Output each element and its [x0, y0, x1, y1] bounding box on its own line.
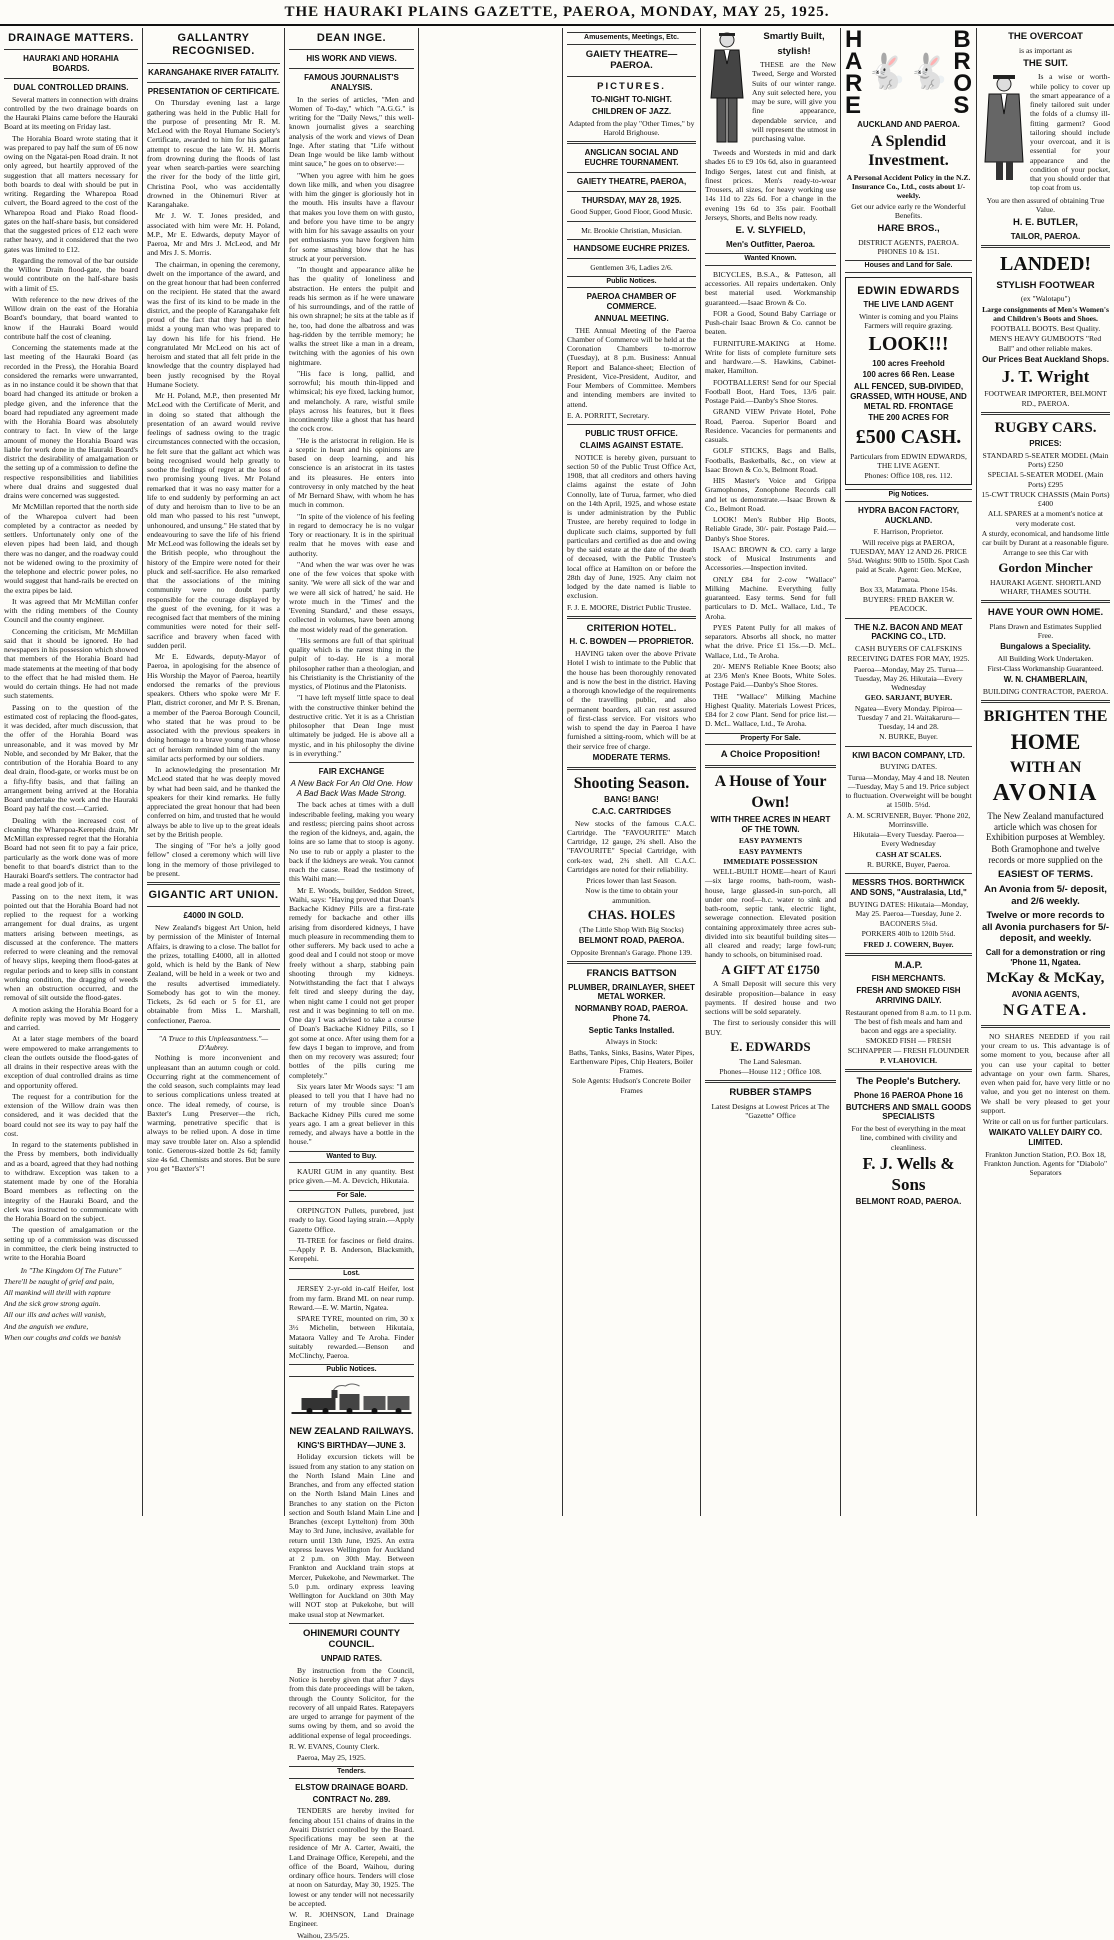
paragraph: The back aches at times with a dull indescribable feeling, making you weary and restless; piercing pains shoot across the region of the kidneys, and, again, the loins are so lame that to stoop is agony. No use to rub or apply a plaster to the back if the kidneys are weak. You cannot reach the cause. Read the testimony of this Waihi man:—: [289, 800, 414, 884]
buyer-detail: CASH AT SCALES.: [875, 849, 942, 859]
ad-body: Get our advice early re the Wonderful Benefits.: [851, 201, 966, 220]
logo-letter: A: [845, 48, 863, 75]
shop-name: F. J. Wells & Sons: [862, 1153, 955, 1194]
hotel-name: CRITERION HOTEL.: [586, 622, 677, 634]
shop-detail: FRESH AND SMOKED FISH ARRIVING DAILY.: [856, 986, 961, 1005]
buyer-detail: R. BURKE, Buyer, Paeroa.: [866, 859, 950, 869]
classified-ad: ORPINGTON Pullets, purebred, just ready to lay. Good laying strain.—Apply Gazette Office.: [289, 1206, 414, 1234]
paragraph: Mr E. Woods, builder, Seddon Street, Waihi, says: "Having proved that Doan's Backache Kidney Pills are a first-rate remedy for backache and other ills arising from disordered kidneys, I have much pleasure in recommending them to other sufferers. My back used to ache a good deal and I could not stoop or move freely without a sharp, stabbing pain shooting through my kidneys. Notwithstanding the fact that I always felt tired and sleepy during the day, when night came I could not get proper rest and it was beginning to tell on me. One day I was advised to take a course of Doan's Backache Kidney Pills, so I got some at once. After using them for a few days I began to improve, and from then on my recovery was assured; four bottles of the pills curing me completely.": [289, 885, 414, 1080]
buyer-detail: PORKERS 40lb to 120lb 5¼d.: [861, 929, 956, 939]
shop-name: J. T. Wright: [1001, 366, 1090, 386]
ad-line: Now is the time to obtain your ammunition.: [585, 886, 678, 905]
shop-phone: Phone 16 PAEROA Phone 16: [854, 1090, 963, 1100]
shop-detail: BUTCHERS AND SMALL GOODS SPECIALISTS: [845, 1102, 972, 1122]
ad-line: PRICES:: [1029, 439, 1062, 449]
section-tag: Pig Notices.: [845, 489, 972, 502]
shop-detail: Septic Tanks Installed.: [588, 1025, 675, 1035]
paragraph: "I have left myself little space to deal with the constructive thinker behind the destructive critic. Yet it is as a Christian philosopher that Dean Inge must ultimately be judged. He is above all a mystic, and in his philosophy the divine is in everything.": [289, 693, 414, 758]
ad-line: You are then assured of obtaining True Value.: [986, 195, 1105, 214]
section-tag: Public Notices.: [289, 1364, 414, 1377]
article-title: GIGANTIC ART UNION.: [148, 889, 279, 902]
notice-body: NOTICE is hereby given, pursuant to section 50 of the Public Trust Office Act, 1908, that all creditors and others having claims against the estate of John Connolly, late of Turua, farmer, who died on the 14th April, 1925, and whose estate is under administration by the Public Trustee, are hereby required to lodge in duplicate such claims, supported by full particulars and certified as due and owing by the said estate at the date of the death of deceased, with the Public Trustee's local office at Hamilton on or before the 28th day of June, 1925. Any claim not lodged by the date named is liable to exclusion.: [567, 452, 696, 601]
paragraph: "His sermons are full of that spiritual quality which is the rarest thing in the pulpit of to-day. He is a moral philosopher rather than a theologian, and his Christianity is the Christianity of the mystics, of Plotinus and the Platonists.: [289, 635, 414, 692]
man-in-suit-illustration: [705, 28, 749, 148]
tonight: TO-NIGHT TO-NIGHT.: [591, 95, 672, 105]
shop-name: CHAS. HOLES: [587, 906, 676, 922]
shop-detail: Always in Stock:: [605, 1037, 658, 1047]
ad-line: 100 acres 66 Ren. Lease: [862, 370, 955, 380]
buyer-name: THE N.Z. BACON AND MEAT PACKING CO., LTD.: [854, 622, 963, 642]
shop-name: H. E. BUTLER,: [1013, 217, 1078, 229]
logo-letter: S: [953, 92, 970, 119]
agent-detail: HAURAKI AGENT. SHORTLAND WHARF, THAMES SOUTH.: [990, 577, 1101, 596]
paragraph: Nothing is more inconvenient and unpleasant than an autumn cough or cold. Occurring right at the commencement of the cold season, such complaints may lead to serious complications unless treated at once. The ideal remedy, of course, is Baxter's Lung Preserver—the rich, warming, penetrative specific that is always to be relied upon. A dose in time may save trouble later on. Also a splendid tonic. Generous-sized bottle 2s 6d; family size 4s 6d. Chemists and stores. But be sure you get "Baxter's"!: [147, 1053, 280, 1174]
poem-line: All our ills and aches will vanish,: [4, 1310, 106, 1320]
shop-detail: Opposite Brennan's Garage. Phone 139.: [570, 947, 693, 957]
buyer-detail: FRED J. COWERN, Buyer.: [863, 939, 954, 949]
paragraph: In the series of articles, "Men and Women of To-day," which "A.G.G." is writing for the "Daily News," this well-known journalist gives a searching analysis of the work and views of Dean Inge. After stating that "Life without Dean Inge would be like lamb without mint sauce," he goes on to observe:—: [289, 94, 414, 169]
ad-phones: Phones: Office 108, res. 112.: [864, 471, 953, 481]
buyer-detail: F. Harrison, Proprietor.: [873, 527, 944, 537]
ad-body: Is a wise or worth-while policy to cover up the smart appearance of a finely tailored suit under the folds of a clumsy ill-fitting garment? Good tailoring should include your overcoat, and it is essential for your appearance and the condition of your pocket, that you should order that top coat from us.: [1030, 72, 1110, 193]
ad-line: IMMEDIATE POSSESSION: [723, 856, 818, 866]
ad-body: The New Zealand manufactured article which was chosen for Exhibition purposes at Wembley.: [985, 810, 1105, 843]
event-prizes: HANDSOME EUCHRE PRIZES.: [573, 243, 690, 253]
shop-name: W. N. CHAMBERLAIN,: [1003, 675, 1088, 685]
paragraph: New Zealand's biggest Art Union, held by permission of the Minister of Internal Affairs, is drawing to a close. The ballot for the prizes, totalling £4000, all in allotted gold, which is held by the Bank of New Zealand, will be held in a week or two and the results advertised immediately. Somebody has got to win the money. Tickets, 2s 6d each or 5 for £1, are obtainable from Miss L. Marshall, confectioner, Paeroa.: [147, 923, 280, 1025]
event-date: THURSDAY, MAY 28, 1925.: [581, 195, 682, 205]
paragraph: "And when the war was over he was one of the few voices that spoke with sanity. 'We were all sick of the war and we were all sick of hatred,' he said. He wrote much in the 'Times' and the 'Evening Standard,' and these essays, collected in volumes, have been among the most widely read of the generation.: [289, 559, 414, 634]
logo-letter: B: [953, 26, 971, 53]
section-tag: Property For Sale.: [705, 733, 836, 746]
buyer-detail: GEO. SARJANT, BUYER.: [864, 693, 953, 703]
ad-line: BANG! BANG!: [604, 795, 659, 805]
agent-name: EDWIN EDWARDS: [857, 284, 960, 297]
notice-title: NEW ZEALAND RAILWAYS.: [289, 1426, 414, 1438]
shop-detail: FOOTWEAR IMPORTER, BELMONT RD., PAEROA.: [984, 389, 1107, 408]
ad-subhead: A New Back For An Old One. How A Bad Back Was Made Strong.: [290, 778, 413, 798]
shop-address: BELMONT ROAD, PAEROA.: [578, 936, 685, 945]
company-detail: Frankton Junction Station, P.O. Box 18, Frankton Junction. Agents for "Diabolo" Separators: [983, 1149, 1108, 1178]
hare-bros-logo: [845, 28, 972, 118]
classified-ad: FURNITURE-MAKING at Home. Write for lists of complete furniture sets and hardware.—S. Hawkins, Cabinet-maker, Hamilton.: [705, 338, 836, 376]
ad-body: THESE are the New Tweed, Serge and Worsted Suits of our winter range. Any suit selected here, you may be sure, will give you fine appearance, dependable service, and will represent the utmost in purchasing value.: [752, 60, 836, 144]
event-title: ANGLICAN SOCIAL AND EUCHRE TOURNAMENT.: [584, 148, 679, 168]
film-title: CHILDREN OF JAZZ.: [591, 107, 672, 117]
notice-subhead: CLAIMS AGAINST ESTATE.: [579, 440, 684, 450]
agent-title: THE LIVE LAND AGENT: [863, 300, 954, 310]
buyer-name: MESSRS THOS. BORTHWICK AND SONS, "Australasia, Ltd,": [850, 878, 967, 897]
poem-line: And the anguish we endure,: [4, 1321, 89, 1331]
ad-body: Tweeds and Worsteds in mid and dark shades £6 to £9 10s 6d, also in guaranteed Indigo Serges, latest cut and finish, at finest prices. Men's ready-to-wear Trousers, all sizes, for heavy working use 14s 11d to 22s 6d. For a change in the evening 19s 6d to 35s pair. Football Jerseys, Shorts, and Belts now ready.: [705, 148, 836, 222]
notice-subhead: CONTRACT No. 289.: [312, 1794, 391, 1804]
shop-detail: Sole Agents: Hudson's Concrete Boiler Frames: [572, 1076, 691, 1095]
film-subtitle: Adapted from the play "Other Times," by Harold Brighouse.: [568, 118, 695, 138]
paragraph: Mr J. W. T. Jones presided, and associated with him were Mr. H. Poland, M.P., Mr E. Edwards, deputy Mayor of Paeroa, Mr and Mrs J. McLeod, and Mr and Mrs J. S. Morris.: [147, 211, 280, 258]
ad-headline: RUGBY CARS.: [994, 419, 1097, 436]
price-line: SPECIAL 5-SEATER MODEL (Main Ports) £295: [987, 470, 1104, 489]
paragraph: "In spite of the violence of his feeling in regard to democracy he is no vulgar Tory or reactionary. It is in the spiritual realm that he moves with ease and authority.: [289, 511, 414, 558]
poem-title: In "The Kingdom Of The Future": [20, 1266, 122, 1276]
paragraph: "His face is long, pallid, and sorrowful; his mouth thin-lipped and whimsical; his eye fixed, lacking humor, and melancholy. A rare, wistful smile plays across his features, but it flees incontinently like a ghost that has heard the cock crow.: [289, 368, 414, 434]
notice-body: Holiday excursion tickets will be issued from any station to any station on the North Island Main Line and Branches, and from any effected station on the North Island Main Lines and Branches to any station on the Picton section and South Island Main Line and Branches (except Lyttelton) from 30th May to 3rd June, inclusive, available for return until 13th June, 1925. An extra express leaves Wellington for Auckland at 2 p.m. on 30th May. Between Frankton and Auckland train stops at Mercer, Pukekohe, and Newmarket. The 5.0 p.m. ordinary express leaving Wellington for Auckland on 30th May will NOT stop at Pukekohe, but will make usual stop at Newmarket.: [289, 1452, 414, 1619]
section-tag: Houses and Land for Sale.: [845, 260, 972, 273]
hotel-terms: MODERATE TERMS.: [592, 752, 671, 762]
ad-body: Arrange to see this Car with: [1002, 548, 1089, 558]
ad-body: [147, 1053, 280, 1173]
classified-ad: JERSEY 2-yr-old in-calf Heifer, lost from my farm. Brand ML on near rump. Reward.—E. W. Martin, Ngatea.: [289, 1284, 414, 1312]
ad-headline: STYLISH FOOTWEAR: [996, 279, 1095, 291]
ad-line: Plans Drawn and Estimates Supplied Free.: [989, 621, 1102, 640]
paragraph: Mr McMillan reported that the north side of the Wharepoa culvert had been completed by a contractor as needed by settlers. Unfortunately only one of the eleven pipes had been laid, and though there was no danger, and the roadway could not be widened owing to the proximity of the telephone and electric power poles, no would suggest that hand-rails be erected on the extra pipes be laid.: [4, 502, 138, 595]
shop-detail: FISH MERCHANTS.: [871, 974, 946, 984]
column-amusements: [563, 28, 700, 1516]
wanted-ads: [705, 270, 836, 729]
ad-body: ALL SPARES at a moment's notice at very moderate cost.: [987, 509, 1104, 528]
ad-body: New stocks of the famous C.A.C. Cartridge. The "FAVOURITE" Match Cartridge, 12 gauge, 2¾ shell. Also the "FAVOURITE" Special Cartridge, with cork-tex wad, 2¾ shell. All C.A.C. Cartridges are noted for their reliability.: [567, 818, 696, 874]
agent-name: E. EDWARDS: [730, 1038, 811, 1054]
hotel-body: HAVING taken over the above Private Hotel I wish to intimate to the Public that the house has been thoroughly renovated and is now the best in the district. Having a thorough knowledge of the requirements of the travelling public, and also permanent boarders, all can rest assured of first-class service. For visitors who wish to spend the day in Paeroa I have furnished a sitting-room, which will be at their service free of charge.: [567, 649, 696, 751]
column-gallantry: [143, 28, 284, 1516]
article-title: GALLANTRY RECOGNISED.: [172, 32, 255, 58]
article-subtitle: HAURAKI AND HORAHIA BOARDS.: [23, 54, 119, 74]
article-body: [4, 95, 138, 1263]
shop-address: NORMANBY ROAD, PAEROA. Phone 74.: [574, 1004, 689, 1023]
paragraph: The singing of "For he's a jolly good fellow" closed a ceremony which will live long in the memory of those privileged to be present.: [147, 841, 280, 878]
paragraph: With reference to the new drives of the Willow drain on the east of the Horahia Board's boundary, that board wanted to know if the Hauraki Board would contribute half the cost of cleaning.: [4, 294, 138, 341]
classified-ad: LOOK! Men's Rubber Hip Boots, Reliable Grade, 30/- pair. Postage Paid.—Danby's Shoe Stores.: [705, 515, 836, 543]
ad-headline: LOOK!!!: [868, 333, 949, 356]
paragraph: "In thought and appearance alike he has the quality of loneliness and abstraction. He enters the pulpit and reads his sermon as if he were unaware of his surroundings, and of the rattle of his own shrapnel; he sits at the table as if he, too, had done the albatross and was hag-ridden by the terrible memory; he walks the street like a man in a dream, twitching with the agonies of his own nightmare.: [289, 265, 414, 367]
ad-line: THE 200 ACRES FOR: [868, 413, 949, 423]
buyer-detail: BUYING DATES: Hikutaia—Monday, May 25. Paeroa—Tuesday, June 2.: [848, 899, 969, 918]
shop-detail: SMOKED FISH — FRESH SCHNAPPER — FRESH FLOUNDER: [847, 1036, 970, 1055]
section-tag: Wanted Known.: [705, 253, 836, 266]
paragraph: The request for a contribution for the extension of the Willow drain was then considered, and it was decided that the board could not see its way to pay half the cost.: [4, 1091, 138, 1138]
paragraph: Passing on to the next item, it was pointed out that the Horahia Board had not replied to the request for a working arrangement for dual drains, as urgent matters arising between meetings, as discussed at the conference. The matters referred to were cleaning and the removal of heavy slips, keeping them flood-gates at regular periods and to keep sills in constant working condition, the dragging of weeds when an obstruction occurred, and the removal of silt outside the flood-gates.: [4, 891, 138, 1003]
ad-price: Twelve or more records to all Avonia purchasers for 5/- deposit, and weekly.: [981, 910, 1110, 945]
notice-body: TENDERS are hereby invited for fencing about 151 chains of drains in the Awaiti District controlled by the Board. Specifications may be seen at the residence of Mr A. Carter, Awaiti, the Land Drainage Office, Kerepehi, and the office of the Board, Waihou, during ordinary office hours. Tenders will close at noon on Saturday, May 30, 1925. The lowest or any tender will not necessarily be accepted.: [289, 1806, 414, 1908]
shop-detail: Baths, Tanks, Sinks, Basins, Water Pipes, Earthenware Pipes, Chip Heaters, Boiler Frames.: [568, 1047, 695, 1076]
ad-line: WITH THREE ACRES IN HEART OF THE TOWN.: [710, 814, 831, 834]
ad-body: [289, 800, 414, 1146]
paragraph: In acknowledging the presentation Mr McLeod stated that he was deeply moved by what had been said, and he thanked the speakers for their kind remarks. He fully appreciated the great honour that had been conferred on him, and trusted that he would always be able to live up to the great ideals set by the British people.: [147, 765, 280, 839]
event-detail: Good Supper, Good Floor, Good Music.: [570, 207, 693, 217]
ad-line: MEN'S HEAVY GUMBOOTS "Red Ball" and other reliable makes.: [989, 334, 1102, 353]
man-in-overcoat-illustration: [981, 72, 1027, 182]
shop-detail: TAILOR, PAEROA.: [1010, 231, 1081, 241]
article-subhead: PRESENTATION OF CERTIFICATE.: [147, 86, 280, 96]
buyer-detail: Paeroa—Monday, May 25. Turua—Tuesday, May 26. Hikutaia—Every Wednesday: [853, 664, 964, 693]
paragraph: "When you agree with him he goes down like milk, and when you disagree with him the ginger is gloriously hot in the mouth. His insults have a flavour that makes you love them on with gusto, and before you have time to be angry with him for his savage assaults on your pet enthusiasms you have forgiven him for some smashing blow that he has struck at your perversion.: [289, 170, 414, 263]
agent-name: McKay & McKay,: [986, 970, 1105, 987]
notice-title: PUBLIC TRUST OFFICE.: [585, 429, 678, 439]
poem-line: All mankind will thrill with rapture: [4, 1287, 111, 1297]
section-tag: Tenders.: [289, 1766, 414, 1779]
agent-detail: AVONIA AGENTS,: [1011, 989, 1080, 999]
article-body: [289, 95, 414, 759]
paragraph: Concerning the criticism, Mr McMillan said that it should be ignored. He had newspapers in his possession which showed that members of the Horahia Board had made statements at the meeting of that body to the effect that he had misled them. He would do certain things. He had not made such statements.: [4, 626, 138, 701]
classified-ad: GOLF STICKS, Bags and Balls, Footballs, Basketballs, &c., on view at Isaac Brown & Co.'s, Belmont Road.: [705, 446, 836, 474]
agent-town: NGATEA.: [1002, 1002, 1089, 1020]
hare-letters: [845, 26, 863, 119]
ad-line: Latest Designs at Lowest Prices at The "Gazette" Office: [711, 1101, 830, 1121]
paragraph: Concerning the statements made at the last meeting of the Hauraki Board (as recorded in the Press), the Horahia Board considered the remarks were unwarranted, as in no instance could it be shown that that board had changed its attitude or broken a pledge given, and the inference that the board had repudiated any agreement made with the Horahia Board was absolutely contrary to fact. In view of the large amount of money the Horahia Board was liable for work done in the Hauraki Board's district the desirability of amalgamation or the setting up of a commission to define the respective responsibilities and liabilities where dual drains and suggested dual drains were concerned was suggested.: [4, 343, 138, 501]
ad-headline: A Splendid Investment.: [868, 132, 949, 170]
article-body: [147, 923, 280, 1025]
ad-line: Prices lower than last Season.: [586, 876, 677, 886]
ad-line: First-Class Workmanship Guaranteed.: [987, 664, 1104, 674]
price-line: 15-CWT TRUCK CHASSIS (Main Ports) £400: [981, 489, 1110, 509]
ad-line: EASY PAYMENTS: [738, 836, 803, 846]
ad-price: A GIFT AT £1750: [721, 961, 820, 977]
ad-line: 100 acres Freehold: [872, 358, 945, 368]
ad-headline: HOME: [1010, 728, 1081, 754]
paragraph: A motion asking the Horahia Board for a definite reply was moved by Mr Hoggery and carried.: [4, 1004, 138, 1033]
ad-body: The first to seriously consider this will BUY.: [705, 1018, 836, 1037]
shop-name: FRANCIS BATTSON: [586, 968, 677, 979]
ad-line: ALL FENCED, SUB-DIVIDED, GRASSED, WITH HOUSE, AND METAL RD. FRONTAGE: [850, 382, 967, 411]
paragraph: It was agreed that Mr McMillan confer with the riding members of the County Council and the county engineer.: [4, 596, 138, 625]
logo-letter: H: [845, 26, 863, 53]
paragraph: Several matters in connection with drains controlled by the two drainage boards on the Hauraki Plains came before the Hauraki Board at its meeting on Friday last.: [4, 94, 138, 132]
buyer-name: KIWI BACON COMPANY, LTD.: [852, 750, 965, 760]
ad-headline: THE SUIT.: [1023, 57, 1068, 69]
article-subtitle: HIS WORK AND VIEWS.: [306, 54, 397, 64]
ad-headline: A Choice Proposition!: [720, 749, 821, 761]
ad-headline: LANDED!: [999, 253, 1092, 276]
buyer-name: HYDRA BACON FACTORY, AUCKLAND.: [857, 505, 960, 525]
notice-title: PAEROA CHAMBER OF COMMERCE.: [586, 292, 677, 312]
column-wanted: [701, 28, 840, 1516]
paragraph: In regard to the statements published in the Press by members, both individually and as a board, agreed that they had nothing to withdraw. Exception was taken to a statement made by one of the Horahia Board members as reflecting on the integrity of the Hauraki Board, and the clerk was instructed to communicate with the Horahia Board on the subject.: [4, 1140, 138, 1224]
ad-headline: EASIEST OF TERMS.: [997, 869, 1093, 881]
buyer-detail: A. M. SCRIVENER, Buyer. 'Phone 202, Morrinsville.: [846, 810, 971, 829]
poem-line: There'll be naught of grief and pain,: [4, 1276, 114, 1286]
notice-signature: W. R. JOHNSON, Land Drainage Engineer.: [289, 1910, 414, 1929]
buyer-detail: RECEIVING DATES FOR MAY, 1925.: [847, 654, 970, 664]
shop-detail: Men's Outfitter, Paeroa.: [725, 239, 816, 249]
shop-owner: P. VLAHOVICH.: [879, 1055, 938, 1065]
classified-ad: 20/- MEN'S Reliable Knee Boots; also at 23/6 Men's Knee Boots, White Soles. Postage Paid.—Danby's Shoe Stores.: [705, 661, 836, 690]
ad-line: C.A.C. CARTRIDGES: [591, 806, 672, 816]
classified-ad: ONLY £84 for 2-cow "Wallace" Milking Machine. Everything fully guaranteed. Easy terms. Send for full particulars to D. McL. Wallace, Ltd., Te Aroha.: [705, 574, 836, 621]
shop-detail: Restaurant opened from 8 a.m. to 11 p.m. The best of fish meals and ham and bacon and eggs are a speciality.: [845, 1007, 972, 1036]
ad-line: is as important as: [1019, 45, 1072, 55]
ad-headline: RUBBER STAMPS: [729, 1087, 812, 1099]
classified-ad: THE "Wallace" Milking Machine Highest Quality. Materials Lowest Prices, £84 for 2 cow Plant. Send for price list.—D. McL. Wallace, Ltd., Te Aroha.: [705, 691, 836, 729]
classified-ad: PYES Patent Pully for all makes of separators. Absorbs all shock, no matter what the drive. Price £1 15s.—D. McL. Wallace, Ltd., Te Aroha.: [705, 622, 836, 660]
buyer-detail: Ngatea—Every Monday. Pipiroa—Tuesday 7 and 21. Waitakaruru—Tuesday, 14 and 28.: [854, 703, 963, 732]
article-subhead: FAMOUS JOURNALIST'S ANALYSIS.: [304, 73, 399, 92]
paragraph: Mr H. Poland, M.P., then presented Mr McLeod with the Certificate of Merit, and in doing so stated that although the presentation of an award would revive feelings of sadness owing to the tragic circumstances connected with the occasion, he felt sure that the gallant act which was being recognised would help greatly to soothe the feelings of regret at the loss of two promising young lives. Mr Poland remarked that it was no easy matter for a life to end suddenly by performing an act of duty and heroism than to live to be an old man who passed to his rest "unwept, unhonoured, and unsung." He stated that by endeavouring to save the life of his friend Mr McLeod was following the ideals set by the British people, who throughout the history of the Empire were noted for their pluck and self-sacrifice. He also remarked that the associations of the mining community were no doubt partly responsible for the courage displayed by the guest of the evening, for it was a recognised fact that members of the mining communities were noted for their self-sacrifice and bravery when faced with sudden peril.: [147, 391, 281, 650]
ad-headline: HAVE YOUR OWN HOME.: [987, 607, 1104, 619]
notice-signature: E. A. PORRITT, Secretary.: [567, 410, 650, 420]
poem-line: And the sick grow strong again.: [4, 1299, 101, 1309]
notice-signature: R. W. EVANS, County Clerk.: [289, 1741, 380, 1751]
classified-ad: TI-TREE for fascines or field drains.—Apply P. B. Anderson, Blacksmith, Kerepehi.: [289, 1235, 414, 1264]
ad-headline: Shooting Season.: [573, 774, 690, 792]
ad-line: (ex "Walotapu"): [1020, 294, 1071, 304]
shop-detail: For the best of everything in the meat line, combined with civility and cleanliness.: [851, 1124, 966, 1152]
ad-heading: "A Truce to this Unpleasantness."—D'Aubrey.: [158, 1033, 269, 1053]
ad-body: A sturdy, economical, and handsome little car built by Durant at a reasonable figure.: [981, 528, 1110, 548]
section-tag: Wanted to Buy.: [289, 1151, 414, 1164]
classified-ad: HIS Master's Voice and Grippa Gramophones, Zonophone Records call and let us demonstrate.—Isaac Brown & Co., Belmont Road.: [705, 476, 836, 513]
notice-signature: F. J. E. MOORE, District Public Trustee.: [567, 602, 692, 612]
venue: GAIETY THEATRE—PAEROA.: [585, 48, 678, 72]
column-dean-inge: [285, 28, 418, 1940]
poem: [4, 1277, 138, 1343]
ad-body: NO SHARES NEEDED if you rail your cream to us. This advantage is of some moment to you, because after all you can use your capital to better advantage on your own farm. Shares, even when paid for, have very little or no value, and you get no interest on them. We shall be very pleased to get your support.: [981, 1031, 1110, 1115]
ad-line: Write or call on us for further particulars.: [982, 1117, 1109, 1127]
notice-title: OHINEMURI COUNTY COUNCIL.: [302, 1627, 401, 1651]
classified-ad: SPARE TYRE, mounted on rim, 30 x 3½ Michelin, between Hikutaia, Mataora Valley and Te Aroha. Finder suitably rewarded.—Benson and McClinchy, Paeroa.: [289, 1314, 414, 1360]
section-tag: Public Notices.: [567, 276, 696, 289]
notice-title: ELSTOW DRAINAGE BOARD.: [295, 1782, 408, 1792]
paragraph: The Horahia Board wrote stating that it was prepared to pay half the sum of £6 now owing on the Ngatai-pen Road drain. It not only agreed, but heartily approved of the suggestion that all matters necessary for both boards to deal with should be put in writing. Regarding the Wharepoa Road culvert, the Board agreed to the cost of the Wharepoa Road and Piako Road flood-gates on the half-share basis, but considered that the suggested prices of £12 each were rather heavy, and it considered that the two gates was limited to £12.: [4, 133, 138, 254]
classified-ad: FOOTBALLERS! Send for our Special Football Boot, Hard Toes, 13/6 pair. Postage Paid.—Danby's Shoe Stores.: [705, 377, 836, 406]
notice-subhead: UNPAID RATES.: [320, 1654, 383, 1664]
column-drainage: [0, 28, 142, 1516]
masthead: THE HAURAKI PLAINS GAZETTE, PAEROA, MONDAY, MAY 25, 1925.: [0, 0, 1114, 26]
ad-body: Particulars from EDWIN EDWARDS, THE LIVE AGENT.: [850, 451, 967, 470]
section-tag: For Sale.: [289, 1190, 414, 1203]
agent-detail: The Land Salesman.: [739, 1056, 802, 1066]
shop-name: E. V. SLYFIELD,: [735, 225, 806, 236]
paragraph: Mr E. Edwards, deputy-Mayor of Paeroa, in apologising for the absence of His Worship the Mayor of Paeroa, heartily endorsed the remarks of the previous speakers. Others who spoke were Mr F. Platt, district coroner, and Mr P. S. Brenan, a member of the Paeroa Borough Council, who stated that he was proud to be associated with the previous speakers in doing homage to a brave young man whose act of heroism reminded him of the many similar acts performed by our soldiers.: [147, 652, 280, 763]
paragraph: At a later stage members of the board were empowered to make arrangements to clean the outlets outside the flood-gates of all drains in their respective areas with the exception of dual controlled drains as time and opportunity offered.: [4, 1034, 138, 1090]
paragraph: The question of amalgamation or the setting up of a commission was discussed in committee, the clerk being instructed to write to the Horahia Board: [4, 1225, 138, 1263]
hotel-proprietor: H. C. BOWDEN — PROPRIETOR.: [569, 637, 694, 647]
ad-line: Our Prices Beat Auckland Shops.: [982, 354, 1109, 364]
article-body: [147, 98, 280, 878]
agent-phones: Phones—House 112 ; Office 108.: [719, 1066, 822, 1076]
shop-name: M.A.P.: [894, 959, 923, 971]
event-admission: Gentlemen 3/6, Ladies 2/6.: [590, 262, 673, 272]
bros-letters: [953, 26, 972, 119]
classified-ad: ISAAC BROWN & CO. carry a large stock of Musical Instruments and Accessories.—Inspection invited.: [705, 544, 836, 573]
ad-body: Both Gramophone and twelve records or more supplied on the: [988, 844, 1103, 866]
ad-body: Large consignments of Men's Women's and Children's Boots and Shoes.: [982, 304, 1109, 323]
buyer-detail: BUYERS: FRED BAKER W. PEACOCK.: [862, 595, 955, 614]
classified-ad: GRAND VIEW Private Hotel, Pohe Road, Paeroa. Superior Board and Residence. Vacancies for permanents and casuals.: [705, 407, 836, 445]
paragraph: On Thursday evening last a large gathering was held in the Public Hall for the purpose of presenting Mr R. M. McLeod with the Royal Humane Society's Certificate, awarded to him for his gallant attempt to rescue the late W. H. Morris from drowning during the floods of last year when search-parties were searching the river for the body of the little girl, Christina Pool, who was accidentally drowned in the Ohinemuri River at Karangahake.: [147, 98, 280, 210]
ad-headline: Own!: [751, 794, 790, 812]
notice-body: By instruction from the Council, Notice is hereby given that after 7 days from this date proceedings will be taken, through the County Solicitor, for the recovery of all unpaid Rates. Ratepayers are urged to arrange for payment of the sums owing by them, and so avoid the additional expense of legal proceedings.: [289, 1665, 414, 1740]
price-line: STANDARD 5-SEATER MODEL (Main Ports) £250: [982, 450, 1109, 470]
buyer-detail: Box 33, Matamata. Phone 154s.: [859, 584, 958, 594]
ad-line: FOOTBALL BOOTS. Best Quality.: [990, 324, 1101, 334]
agent-detail: DISTRICT AGENTS, PAEROA. PHONES 10 & 151.: [858, 237, 959, 256]
ad-address: AUCKLAND AND PAEROA.: [857, 120, 960, 129]
notice-date: Waihou, 23/5/25.: [297, 1930, 350, 1940]
notice-date: Paeroa, May 25, 1925.: [297, 1753, 366, 1763]
train-illustration: [289, 1384, 414, 1418]
classified-ad: BICYCLES, B.S.A., & Patteson, all accessories. All repairs undertaken. Only best material used. Workmanship guaranteed.—Isaac Brown & Co.: [705, 269, 836, 307]
buyer-detail: Will receive pigs at PAEROA, TUESDAY, MAY 12 AND 26. PRICE 5¼d. Weights: 90lb to 150lb. Spot Cash paid at Scale. Agent: Geo. McKee, Paeroa.: [848, 537, 969, 584]
ad-body: A Personal Accident Policy in the N.Z. Insurance Co., Ltd., costs about 1/- weekly.: [846, 172, 971, 201]
agent-name: HARE BROS.,: [877, 223, 940, 235]
paragraph: Dealing with the increased cost of cleaning the Wharepoa-Kerepehi drain, Mr McMillan expressed regret that the Horahia Board had not seen fit to pay a fair price, particularly as the work done was of more benefit to that board's district than to the Hauraki Board's settlers. The contractor had made a real good job of it.: [4, 815, 138, 890]
ad-line: Bungalows a Speciality.: [1000, 642, 1091, 652]
buyer-detail: N. BURKE, Buyer.: [879, 732, 938, 742]
ad-price: £500 CASH.: [855, 426, 962, 449]
shop-detail: (The Little Shop With Big Stocks): [579, 924, 684, 934]
article-subhead: DUAL CONTROLLED DRAINS.: [13, 82, 129, 92]
article-title: DEAN INGE.: [316, 32, 387, 44]
ad-headline: THE OVERCOAT: [1008, 31, 1083, 42]
shop-address: BELMONT ROAD, PAEROA.: [855, 1197, 962, 1207]
pictures-heading: PICTURES.: [597, 80, 666, 92]
logo-letter: O: [953, 70, 972, 97]
ad-title: FAIR EXCHANGE: [318, 767, 385, 777]
classified-ad: FOR a Good, Sound Baby Carriage or Push-chair Isaac Brown & Co. cannot be beaten.: [705, 308, 836, 337]
ad-headline: A House of Your: [714, 772, 827, 790]
buyer-detail: CASH BUYERS OF CALFSKINS: [855, 644, 962, 654]
edwards-ad: [845, 277, 972, 486]
column-rule: [418, 28, 419, 1516]
paragraph: The chairman, in opening the ceremony, dwelt on the importance of the award, and on the great honour that had been conferred on the recipient. He stated that the award was the first of its kind to be made in the district, and the people of Karangahake felt proud of the fact that they had in their midst a young man who was prepared to lay down his life for his friend. He congratulated Mr McLeod on his act of heroism and stated that all felt pride in the knowledge that the country displayed had been justly recognised by the Royal Humane Society.: [147, 259, 280, 389]
article-title: DRAINAGE MATTERS.: [8, 32, 134, 44]
paragraph: Regarding the removal of the bar outside the Willow Drain flood-gate, the board would contribute on the half-share basis with a limit of £5.: [4, 255, 138, 293]
buyer-detail: BACONERS 5¼d.: [879, 919, 938, 929]
shop-name: The People's Butchery.: [856, 1076, 961, 1088]
column-shops: [977, 28, 1114, 1516]
buyer-detail: Hikutaia—Every Tuesday. Paeroa—Every Wednesday: [853, 830, 964, 849]
agent-name: Gordon Mincher: [998, 559, 1093, 575]
ad-body: WELL-BUILT HOME—heart of Kauri—six large rooms, bath-room, wash-house, large glassed-in sun-porch, all under one roof—h.c. water to sink and bath-room, septic tank, electric light, sewerage connection. Elevated position containing approximately three acres sub-divided into six beautiful building sites—all cleared and ready; large fowl-run; handy to schools, on bituminised road.: [705, 867, 836, 960]
ad-body: Winter is coming and you Plains Farmers will require grazing.: [858, 311, 959, 331]
ad-body: A Small Deposit will secure this very desirable proposition—balance in easy payments. If desired house and two sections will be sold separately.: [705, 979, 836, 1017]
ad-line: All Building Work Undertaken.: [997, 653, 1094, 663]
column-agents: [841, 28, 976, 1516]
paragraph: "He is the aristocrat in religion. He is a sceptic in heart and his opinions are based on deep learning, and his conscience is an aristocrat in its tastes and its pleasures. He enters into controversy in only matched by the heat of Mr Bernard Shaw, with whom he has much in common.: [289, 435, 414, 510]
paragraph: Six years later Mr Woods says: "I am pleased to tell you that I have had no return of my trouble since Doan's Backache Kidney Pills cured me some years ago. I am a great believer in this remedy, and always have a bottle in the house.": [289, 1081, 414, 1147]
paragraph: Passing on to the question of the estimated cost of replacing the flood-gates, it was decided, after much discussion, that the offer of the Horahia Board was unreasonable, and it was moved by Mr Noble, and seconded by Mr Baker, that the contribution of the Horahia Board to any deal drain, flood-gate, or works must be on a fifty-fifty basis, and that failing an arrangement being arrived at the Horahia Board undertake the work and the Hauraki Board pay half the cost.—Carried.: [4, 702, 138, 814]
article-subhead: £4000 IN GOLD.: [183, 911, 244, 921]
logo-letter: R: [845, 70, 863, 97]
shop-detail: PLUMBER, DRAINLAYER, SHEET METAL WORKER.: [568, 982, 695, 1002]
ad-line: EASY PAYMENTS: [738, 846, 803, 856]
event-detail: Mr. Brookie Christian, Musician.: [581, 225, 682, 235]
poem-line: When our coughs and colds we banish: [4, 1332, 121, 1342]
buyer-detail: BUYING DATES.: [880, 762, 937, 772]
classified-ad: KAURI GUM in any quantity. Best price given.—M. A. Devcich, Hikutaia.: [289, 1167, 414, 1186]
logo-letter: R: [953, 48, 971, 75]
article-subtitle: KARANGAHAKE RIVER FATALITY.: [148, 67, 279, 77]
ad-price: An Avonia from 5/- deposit, and 2/6 weekly.: [984, 883, 1107, 907]
section-tag: Amusements, Meetings, Etc.: [567, 32, 696, 45]
notice-body: THE Annual Meeting of the Paeroa Chamber of Commerce will be held at the Coronation Chambers to-morrow (Tuesday), at 8 p.m. Business: Annual Report and Balance-sheet; Election of President, Vice-President, Auditor, and Four Members of Committee. Members and intending members are invited to attend.: [567, 325, 696, 409]
company-name: WAIKATO VALLEY DAIRY CO. LIMITED.: [988, 1128, 1103, 1148]
buyer-detail: Turua—Monday, May 4 and 18. Neuten—Tuesday, May 5 and 19. Price subject to fluctuation. Overweight will be bought at 150lb. 5½d.: [845, 772, 972, 810]
brand-name: AVONIA: [992, 780, 1099, 807]
logo-letter: E: [845, 92, 862, 119]
venue: GAIETY THEATRE, PAEROA,: [576, 176, 687, 186]
section-tag: Lost.: [289, 1268, 414, 1281]
rabbit-icon: 🐇🐇: [865, 53, 951, 92]
notice-subhead: ANNUAL MEETING.: [594, 313, 669, 323]
ad-headline: WITH AN: [1009, 758, 1082, 776]
shop-detail: BUILDING CONTRACTOR, PAEROA.: [982, 687, 1109, 697]
ad-headline: Smartly Built,: [763, 31, 825, 42]
notice-subhead: KING'S BIRTHDAY—JUNE 3.: [297, 1440, 406, 1450]
ad-line: Call for a demonstration or ring 'Phone 11, Ngatea.: [985, 947, 1106, 967]
ad-headline: stylish!: [777, 45, 811, 57]
ad-headline: BRIGHTEN THE: [983, 708, 1108, 726]
